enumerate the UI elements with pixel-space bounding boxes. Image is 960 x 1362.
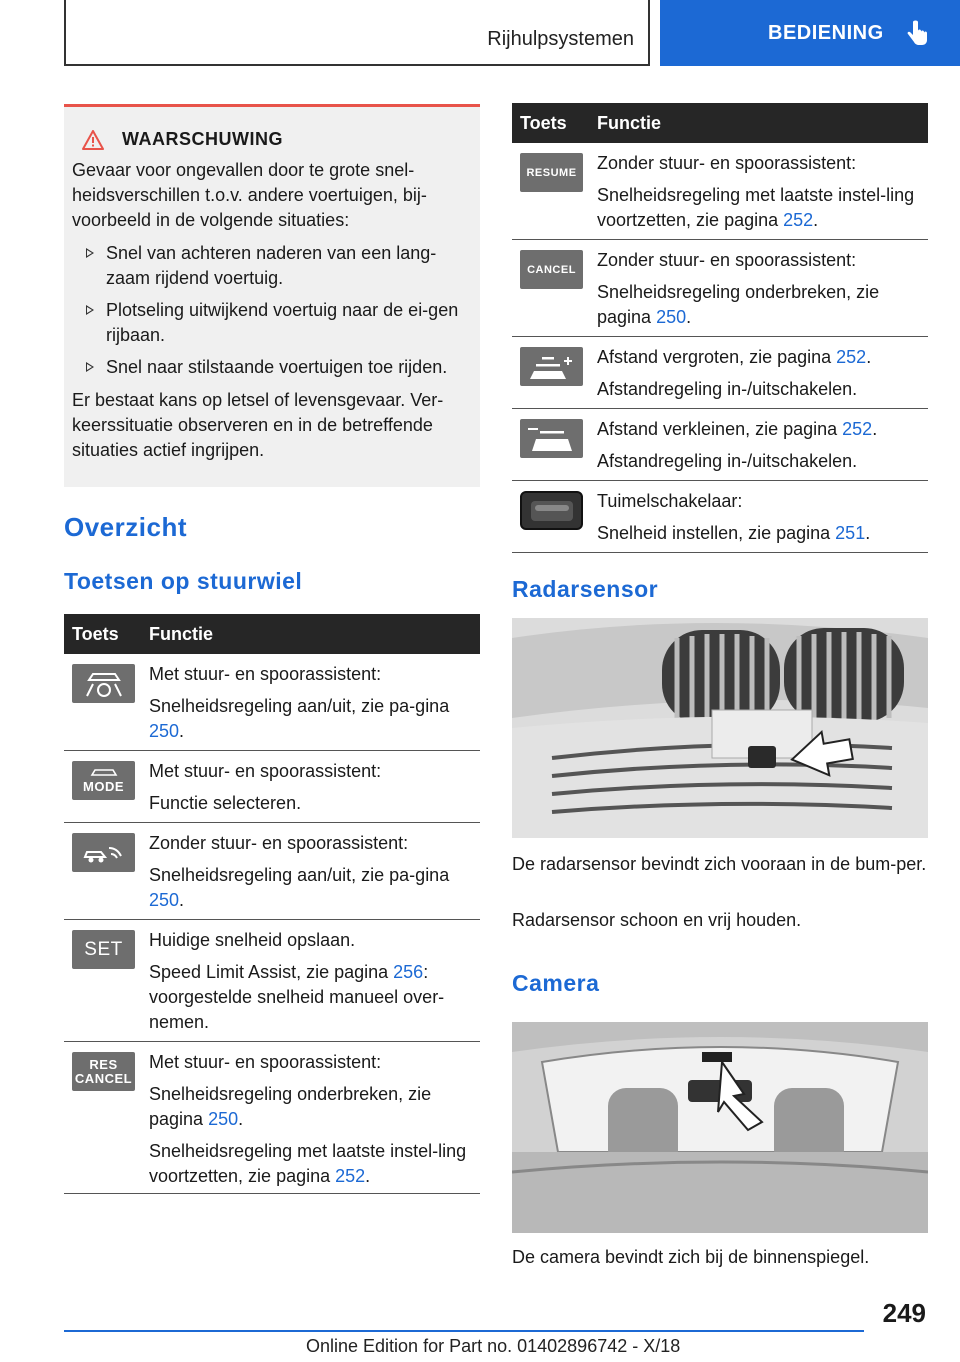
function-text: Huidige snelheid opslaan. bbox=[149, 930, 356, 950]
table-row bbox=[64, 654, 480, 751]
page-link[interactable]: 252 bbox=[836, 347, 867, 367]
function-text: Afstand vergroten, zie pagina 252. bbox=[597, 347, 872, 367]
footer-divider bbox=[64, 1330, 864, 1332]
mode-icon: MODE bbox=[72, 761, 135, 800]
warning-outro: Er bestaat kans op letsel of levensgevaar. Ver-keerssituatie observeren en in de betreffende situaties actief ingrijpen. bbox=[72, 390, 444, 460]
page-link[interactable]: 250 bbox=[208, 1109, 239, 1129]
function-text: Snelheid instellen, zie pagina 251. bbox=[597, 523, 871, 543]
page-number: 249 bbox=[882, 1298, 926, 1328]
page-link[interactable]: 256 bbox=[393, 962, 424, 982]
camera-heading: Camera bbox=[512, 970, 600, 996]
col-header-function: Functie bbox=[597, 112, 662, 133]
col-header-function: Functie bbox=[149, 623, 214, 644]
header-bar bbox=[64, 0, 650, 66]
table-header bbox=[512, 103, 928, 143]
function-text: Snelheidsregeling met laatste instel-ling voortzetten, zie pagina 252. bbox=[149, 1141, 467, 1186]
bullet-triangle-icon bbox=[86, 305, 94, 315]
rocker-switch-icon bbox=[520, 491, 583, 530]
table-row bbox=[512, 143, 928, 240]
function-text: Snelheidsregeling onderbreken, zie pagina 250. bbox=[149, 1084, 432, 1129]
page-link[interactable]: 252 bbox=[842, 419, 873, 439]
page-link[interactable]: 250 bbox=[149, 721, 180, 741]
chapter-tab[interactable] bbox=[660, 0, 960, 66]
function-text: Snelheidsregeling met laatste instel-ling voortzetten, zie pagina 252. bbox=[597, 185, 915, 230]
warning-triangle-icon bbox=[82, 130, 104, 150]
distance-decrease-icon bbox=[520, 419, 583, 458]
steering-buttons-heading: Toetsen op stuurwiel bbox=[64, 568, 303, 594]
set-icon: SET bbox=[72, 930, 135, 969]
overview-heading: Overzicht bbox=[64, 512, 187, 542]
warning-item: Snel van achteren naderen van een lang-zaam rijdend voertuig. bbox=[72, 241, 472, 291]
page-link[interactable]: 250 bbox=[149, 890, 180, 910]
table-row bbox=[512, 337, 928, 409]
distance-increase-icon bbox=[520, 347, 583, 386]
function-text: Speed Limit Assist, zie pagina 256: voorgestelde snelheid manueel over-nemen. bbox=[149, 962, 445, 1032]
pointing-hand-icon bbox=[906, 20, 928, 46]
function-text: Met stuur- en spoorassistent: bbox=[149, 664, 382, 684]
function-text: Afstand verkleinen, zie pagina 252. bbox=[597, 419, 878, 439]
steering-buttons-table-continued bbox=[512, 103, 928, 553]
page-link[interactable]: 252 bbox=[335, 1166, 366, 1186]
function-text: Met stuur- en spoorassistent: bbox=[149, 1052, 382, 1072]
res-cancel-icon: RES CANCEL bbox=[72, 1052, 135, 1091]
warning-title bbox=[72, 129, 472, 150]
radar-sensor-heading: Radarsensor bbox=[512, 576, 659, 602]
radar-text-2: Radarsensor schoon en vrij houden. bbox=[512, 910, 802, 930]
table-row bbox=[512, 481, 928, 553]
footer-text: Online Edition for Part no. 01402896742 - X/18 bbox=[306, 1336, 681, 1356]
function-text: Zonder stuur- en spoorassistent: bbox=[149, 833, 409, 853]
warning-box bbox=[64, 104, 480, 487]
warning-intro: Gevaar voor ongevallen door te grote snel-heidsverschillen t.o.v. andere voertuigen, bij-voorbeeld in de volgende situaties: bbox=[72, 160, 427, 230]
table-row bbox=[64, 1042, 480, 1194]
table-row bbox=[64, 751, 480, 823]
page-link[interactable]: 252 bbox=[783, 210, 814, 230]
resume-icon: RESUME bbox=[520, 153, 583, 192]
chapter-tab-label: BEDIENING bbox=[768, 21, 884, 44]
section-title: Rijhulpsystemen bbox=[487, 28, 634, 50]
camera-photo bbox=[512, 1022, 928, 1233]
cruise-control-icon bbox=[72, 833, 135, 872]
function-text: Zonder stuur- en spoorassistent: bbox=[597, 250, 857, 270]
warning-list bbox=[72, 241, 472, 380]
page-link[interactable]: 251 bbox=[835, 523, 866, 543]
page-link[interactable]: 250 bbox=[656, 307, 687, 327]
function-text: Met stuur- en spoorassistent: bbox=[149, 761, 382, 781]
function-text: Snelheidsregeling aan/uit, zie pa-gina 250. bbox=[149, 865, 450, 910]
table-row bbox=[512, 409, 928, 481]
function-text: Snelheidsregeling onderbreken, zie pagina 250. bbox=[597, 282, 880, 327]
camera-text: De camera bevindt zich bij de binnenspiegel. bbox=[512, 1247, 870, 1267]
table-row bbox=[512, 240, 928, 337]
steering-buttons-table bbox=[64, 614, 480, 1194]
steering-assist-icon bbox=[72, 664, 135, 703]
cancel-icon: CANCEL bbox=[520, 250, 583, 289]
function-text: Zonder stuur- en spoorassistent: bbox=[597, 153, 857, 173]
table-row bbox=[64, 920, 480, 1042]
col-header-key: Toets bbox=[72, 623, 119, 644]
function-text: Afstandregeling in-/uitschakelen. bbox=[597, 379, 858, 399]
table-row bbox=[64, 823, 480, 920]
bullet-triangle-icon bbox=[86, 248, 94, 258]
radar-text-1: De radarsensor bevindt zich vooraan in de bum-per. bbox=[512, 854, 927, 874]
function-text: Snelheidsregeling aan/uit, zie pa-gina 250. bbox=[149, 696, 450, 741]
warning-item: Snel naar stilstaande voertuigen toe rijden. bbox=[72, 355, 472, 380]
warning-title-text: WAARSCHUWING bbox=[122, 129, 283, 149]
function-text: Tuimelschakelaar: bbox=[597, 491, 743, 511]
function-text: Afstandregeling in-/uitschakelen. bbox=[597, 451, 858, 471]
table-header bbox=[64, 614, 480, 654]
bullet-triangle-icon bbox=[86, 362, 94, 372]
col-header-key: Toets bbox=[520, 112, 567, 133]
radar-sensor-photo bbox=[512, 618, 928, 838]
function-text: Functie selecteren. bbox=[149, 793, 302, 813]
warning-item: Plotseling uitwijkend voertuig naar de ei-gen rijbaan. bbox=[72, 298, 472, 348]
